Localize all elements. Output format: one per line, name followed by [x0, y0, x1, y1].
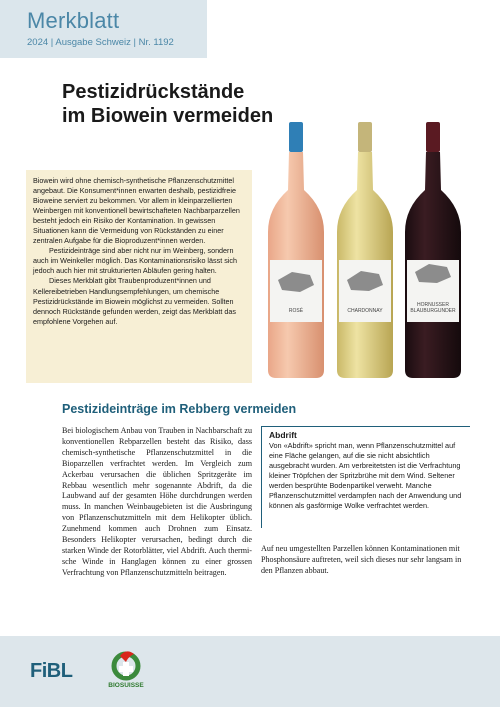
abdrift-box: [261, 426, 470, 528]
bottle-label-red: HORNUSSER: [417, 302, 449, 308]
intro-box: [26, 170, 252, 383]
bio-suisse-text: BIOSUISSE: [108, 682, 144, 689]
bottle-label-rose: ROSÉ: [288, 308, 304, 314]
bottle-rose: [268, 122, 324, 378]
body-text-2: Auf neu umgestellten Parzellen können Kontaminationen mit Phosphonsäure auftreten, weil sich dieses nur sehr langsam in den Pflanzen abbaut.: [261, 544, 462, 575]
doc-type-title: Merkblatt: [27, 8, 120, 33]
bottle-red: [405, 122, 461, 378]
wine-bottles-photo: [262, 120, 470, 382]
bio-suisse-logo-icon: [106, 648, 146, 698]
issue-info: 2024 | Ausgabe Schweiz | Nr. 1192: [27, 37, 174, 48]
intro-paragraph-1: Biowein wird ohne chemisch-synthetische Pflanzenschutzmittel angebaut. Die Konsument*innen erwarten deshalb, pestizidfreie Bioweine serviert zu bekommen. Vor allem in kleinparzellierten Weinbergen mit konventionell bewirtschafteten Nachbarparzellen besteht jedoch ein Risiko der Kontamination. In gewissen Situationen kann die Vermeidung von Rückständen zu einer zentralen Aufgabe für die Bioproduzent*innen werden.: [33, 176, 240, 246]
bottle-label-chardonnay: CHARDONNAY: [347, 308, 383, 314]
bottle-sublabel-red: BLAUBURGUNDER: [410, 308, 456, 314]
abdrift-title: Abdrift: [269, 430, 297, 440]
title-line-2: im Biowein vermeiden: [62, 105, 274, 127]
intro-paragraph-3: Dieses Merkblatt gibt Traubenproduzent*innen und Kellereibetrieben Handlungsempfehlungen, um chemische Pestizidrückstände im Biowein möglichst zu vermeiden. Sollten dennoch Rückstände gefunden werden, zeigt das Merkblatt das empfohlene Vorgehen auf.: [33, 276, 236, 326]
body-text: Bei biologischem Anbau von Trauben in Nachbarschaft zu konventionellen Rebparzellen besteht das Risiko, dass chemisch-synthetische Pflanzenschutzmittel in die Bioparzellen verfrachtet werden. Im Vergleich zum Ackerbau verursachen die üblichen Spritzgeräte im Rebbau wesentlich mehr sogenannte Abdrift, da die Laubwand auf der gesamten Höhe durchdrungen werden muss. In manchen Weinbaugebieten ist die Ausbringung von Pflanzenschutzmitteln mit dem Helikopter üblich. Zunehmend kommen auch Drohnen zum Einsatz. Besonders Helikopter verursachen, bedingt durch die starken Winde der Rotorblätter, viel Abdrift. Auch thermische Winde in Hanglagen können zu einer grossen Verfrachtung von Pflanzenschutzmitteln beitragen.: [62, 426, 252, 577]
bottle-chardonnay: [337, 122, 393, 378]
title-line-1: Pestizidrückstände: [62, 81, 245, 103]
abdrift-text: Von «Abdrift» spricht man, wenn Pflanzenschutzmittel auf eine Fläche gelangen, auf die sie nicht absichtlich ausgebracht wurden. Am verbreitetsten ist die Verfrachtung kleiner Tröpfchen der Spritzbrühe mit dem Wind. Seltener werden besprühte Bodenpartikel verweht. Manche Pflanzenschutzmittel verdampfen nach der Anwendung und können als gasförmige Wolke verfrachtet werden.: [269, 441, 462, 511]
section-heading: Pestizideinträge im Rebberg vermeiden: [62, 402, 297, 416]
footer-band: [0, 636, 500, 707]
intro-paragraph-2: Pestizideinträge sind aber nicht nur im Weinberg, sondern auch im Weinkeller möglich. Das Kontaminationsrisiko lässt sich jedoch auch hier mit strukturierten Abläufen gering halten.: [33, 246, 237, 276]
fibl-logo: FiBL: [30, 660, 73, 682]
